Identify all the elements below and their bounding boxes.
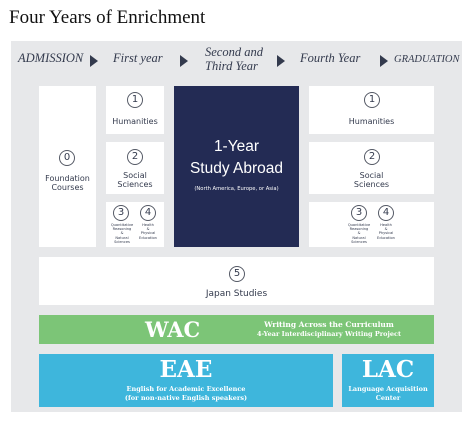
arrow-right-icon (277, 55, 285, 67)
number-3-icon: 3 (351, 205, 367, 221)
health-pe-label: Health & Physical Education (139, 223, 157, 240)
stage-second-third-line1: Second and (205, 45, 263, 59)
lac-name-line2: Center (375, 394, 401, 402)
stage-fourth-year: Fourth Year (300, 51, 361, 65)
japan-studies-label: Japan Studies (205, 289, 268, 299)
social-label-line1: Social (359, 171, 384, 180)
foundation-label-line1: Foundation (45, 174, 90, 183)
health-pe-label: Health & Physical Education (377, 223, 395, 240)
number-2-icon: 2 (127, 149, 143, 165)
study-abroad-regions: (North America, Europe, or Asia) (194, 186, 279, 192)
fourth-year-humanities-box (309, 86, 434, 134)
lac-name-line1: Language Acquisition (348, 385, 428, 393)
number-5-icon: 5 (229, 266, 245, 282)
study-abroad-line2: Study Abroad (189, 160, 284, 177)
humanities-label: Humanities (348, 117, 395, 126)
foundation-courses-box (39, 86, 96, 247)
social-label-line1: Social (123, 171, 147, 180)
wac-band (39, 315, 434, 344)
lac-band (342, 354, 434, 407)
diagram-title: Four Years of Enrichment (9, 7, 206, 28)
quant-sciences-label: Quantitative Reasoning & Natural Sciences (347, 223, 371, 244)
social-label-line2: Sciences (353, 180, 390, 189)
wac-description: 4-Year Interdisciplinary Writing Project (257, 330, 401, 338)
arrow-right-icon (90, 55, 98, 67)
number-4-icon: 4 (140, 205, 156, 221)
number-3-icon: 3 (113, 205, 129, 221)
fourth-year-quant-health-box (309, 202, 434, 247)
eae-band (39, 354, 333, 407)
eae-abbreviation: EAE (159, 356, 213, 383)
study-abroad-line1: 1-Year (213, 138, 260, 155)
stage-graduation: GRADUATION (394, 54, 460, 65)
number-1-icon: 1 (364, 92, 380, 108)
arrow-right-icon (180, 55, 188, 67)
lac-abbreviation: LAC (361, 356, 415, 383)
study-abroad-box (174, 86, 299, 247)
wac-full-name: Writing Across the Curriculum (264, 320, 394, 329)
fourth-year-social-sciences-box (309, 142, 434, 194)
number-2-icon: 2 (364, 149, 380, 165)
stage-first-year: First year (113, 51, 163, 65)
humanities-label: Humanities (112, 117, 158, 126)
number-0-icon: 0 (59, 150, 75, 166)
stage-admission: ADMISSION (18, 51, 84, 65)
social-label-line2: Sciences (117, 180, 153, 189)
number-1-icon: 1 (127, 92, 143, 108)
first-year-quant-health-box (106, 202, 164, 247)
japan-studies-box (39, 257, 434, 305)
number-4-icon: 4 (378, 205, 394, 221)
first-year-humanities-box (106, 86, 164, 134)
eae-full-name: English for Academic Excellence (126, 385, 246, 393)
foundation-label-line2: Courses (51, 183, 84, 192)
stage-second-third-line2: Third Year (205, 59, 258, 73)
wac-abbreviation: WAC (145, 317, 201, 342)
first-year-social-sciences-box (106, 142, 164, 194)
arrow-right-icon (380, 55, 388, 67)
eae-audience: (for non-native English speakers) (124, 394, 248, 402)
quant-sciences-label: Quantitative Reasoning & Natural Sciences (110, 223, 134, 244)
